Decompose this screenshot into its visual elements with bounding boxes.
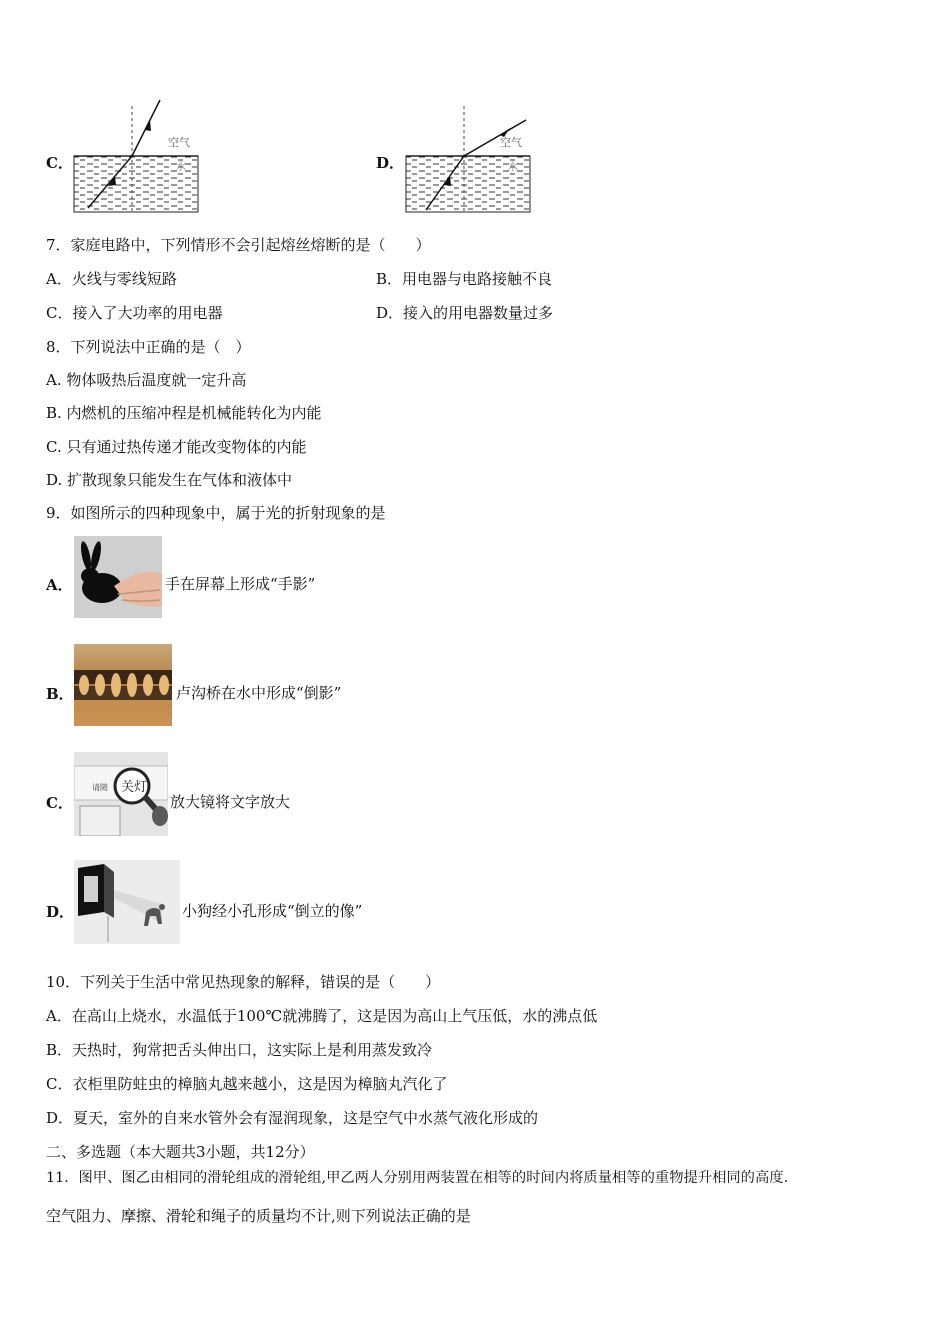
- q9-option-b-letter: B．: [46, 685, 74, 703]
- q9-option-b-caption: 卢沟桥在水中形成“倒影”: [176, 684, 342, 702]
- air-label-d: 空气: [500, 136, 522, 149]
- q9-option-d-caption: 小狗经小孔形成“倒立的像”: [182, 902, 363, 920]
- magnifier-image: [74, 752, 168, 836]
- q11-stem-line2: 空气阻力、摩擦、滑轮和绳子的质量均不计,则下列说法正确的是: [46, 1207, 471, 1225]
- sign-small-text: 请随: [92, 783, 108, 792]
- water-label-d: 水: [508, 162, 518, 173]
- q8-stem: 8．下列说法中正确的是（ ）: [46, 338, 251, 356]
- option-c-letter: C．: [46, 154, 73, 172]
- q7-option-a: A．火线与零线短路: [46, 270, 177, 288]
- q9-option-c-letter: C．: [46, 794, 73, 812]
- q9-option-a-caption: 手在屏幕上形成“手影”: [165, 575, 316, 593]
- bridge-reflection-image: [74, 644, 172, 726]
- hand-shadow-image: [74, 536, 162, 618]
- refraction-diagram-d: [404, 98, 534, 216]
- q9-stem: 9．如图所示的四种现象中，属于光的折射现象的是: [46, 504, 386, 522]
- q9-option-c-caption: 放大镜将文字放大: [170, 793, 291, 811]
- q9-option-d-letter: D．: [46, 903, 75, 921]
- q10-stem: 10．下列关于生活中常见热现象的解释，错误的是（ ）: [46, 973, 441, 991]
- q10-option-d: D．夏天，室外的自来水管外会有湿润现象，这是空气中水蒸气液化形成的: [46, 1109, 539, 1127]
- q10-option-c: C．衣柜里防蛀虫的樟脑丸越来越小，这是因为樟脑丸汽化了: [46, 1075, 448, 1093]
- q7-stem: 7．家庭电路中，下列情形不会引起熔丝熔断的是（ ）: [46, 236, 431, 254]
- q11-stem-line1: 11．图甲、图乙由相同的滑轮组成的滑轮组,甲乙两人分别用两装置在相等的时间内将质量相等的重物提升相同的高度.: [46, 1170, 789, 1186]
- refraction-diagram-c: [72, 98, 202, 216]
- q7-option-d: D．接入的用电器数量过多: [376, 304, 554, 322]
- q8-option-b: B. 内燃机的压缩冲程是机械能转化为内能: [46, 404, 322, 422]
- q7-option-c: C．接入了大功率的用电器: [46, 304, 223, 322]
- option-d-letter: D．: [376, 154, 405, 172]
- q8-option-a: A. 物体吸热后温度就一定升高: [46, 371, 247, 389]
- pinhole-image: [74, 860, 180, 944]
- sign-magnified-text: 关灯: [121, 780, 148, 795]
- q10-option-b: B．天热时，狗常把舌头伸出口，这实际上是利用蒸发致冷: [46, 1041, 433, 1059]
- q9-option-a-letter: A．: [46, 576, 73, 594]
- q8-option-c: C. 只有通过热传递才能改变物体的内能: [46, 438, 307, 456]
- air-label-c: 空气: [168, 136, 190, 149]
- water-label-c: 水: [176, 162, 186, 173]
- q8-option-d: D. 扩散现象只能发生在气体和液体中: [46, 471, 293, 489]
- section-2-title: 二、多选题（本大题共3小题，共12分）: [46, 1143, 315, 1161]
- q7-option-b: B．用电器与电路接触不良: [376, 270, 553, 288]
- q10-option-a: A．在高山上烧水，水温低于100℃就沸腾了，这是因为高山上气压低，水的沸点低: [46, 1007, 598, 1025]
